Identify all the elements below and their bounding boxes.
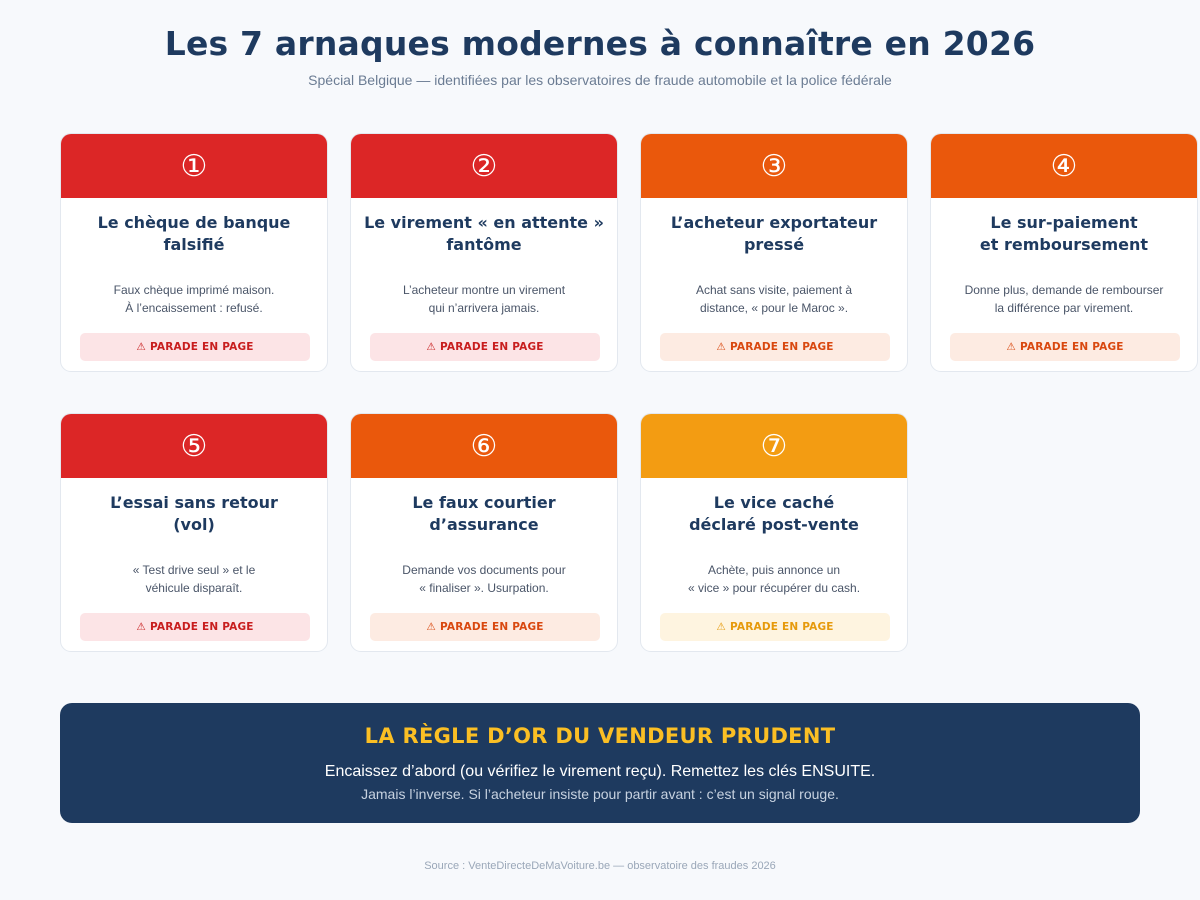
parade-en-page-button[interactable] xyxy=(950,333,1180,361)
scam-card-number: ① xyxy=(61,134,327,198)
scam-card xyxy=(350,133,618,372)
scam-card-number: ④ xyxy=(931,134,1197,198)
page-title: Les 7 arnaques modernes à connaître en 2026 xyxy=(164,24,1036,63)
scam-card-title: L’essai sans retour (vol) xyxy=(110,493,278,534)
scam-card-description: Faux chèque imprimé maison. À l’encaissement : refusé. xyxy=(113,283,275,315)
parade-label: PARADE EN PAGE xyxy=(1019,341,1124,353)
parade-label: PARADE EN PAGE xyxy=(149,621,254,633)
golden-rule-main-text: Encaissez d’abord (ou vérifiez le virement reçu). Remettez les clés ENSUITE. xyxy=(324,763,876,780)
warning-icon: ⚠ xyxy=(716,341,726,353)
scam-card xyxy=(930,133,1198,372)
scam-card-number: ② xyxy=(351,134,617,198)
warning-icon: ⚠ xyxy=(426,341,436,353)
scam-card xyxy=(640,413,908,652)
scam-card-title: Le vice caché déclaré post-vente xyxy=(689,493,859,534)
scam-card-number: ⑦ xyxy=(641,414,907,478)
warning-icon: ⚠ xyxy=(1006,341,1016,353)
parade-en-page-button[interactable] xyxy=(660,333,890,361)
scam-card xyxy=(640,133,908,372)
scam-card-description: Achète, puis annonce un « vice » pour récupérer du cash. xyxy=(687,563,861,595)
warning-icon: ⚠ xyxy=(716,621,726,633)
golden-rule-box xyxy=(60,703,1140,823)
parade-label: PARADE EN PAGE xyxy=(439,341,544,353)
parade-label: PARADE EN PAGE xyxy=(729,341,834,353)
scam-card-description: Donne plus, demande de rembourser la différence par virement. xyxy=(964,283,1164,315)
parade-en-page-button[interactable] xyxy=(370,613,600,641)
parade-en-page-button[interactable] xyxy=(660,613,890,641)
scam-card-description: L’acheteur montre un virement qui n’arrivera jamais. xyxy=(402,283,566,315)
scam-card xyxy=(350,413,618,652)
page-subtitle: Spécial Belgique — identifiées par les observatoires de fraude automobile et la police fédérale xyxy=(308,72,892,88)
scam-card-title: Le sur-paiement et remboursement xyxy=(979,213,1149,254)
parade-label: PARADE EN PAGE xyxy=(149,341,254,353)
scam-card xyxy=(60,133,328,372)
scam-card-number: ③ xyxy=(641,134,907,198)
warning-icon: ⚠ xyxy=(136,341,146,353)
parade-label: PARADE EN PAGE xyxy=(439,621,544,633)
scam-card-title: Le chèque de banque falsifié xyxy=(97,213,291,254)
scam-card-description: « Test drive seul » et le véhicule disparaît. xyxy=(132,563,256,595)
scam-card-description: Achat sans visite, paiement à distance, « pour le Maroc ». xyxy=(695,283,853,315)
parade-label: PARADE EN PAGE xyxy=(729,621,834,633)
scam-card-title: L’acheteur exportateur pressé xyxy=(670,213,878,254)
scam-card-number: ⑥ xyxy=(351,414,617,478)
scam-card-number: ⑤ xyxy=(61,414,327,478)
golden-rule-title: LA RÈGLE D’OR DU VENDEUR PRUDENT xyxy=(364,724,836,748)
scam-card xyxy=(60,413,328,652)
scam-card-title: Le virement « en attente » fantôme xyxy=(364,213,604,254)
parade-en-page-button[interactable] xyxy=(370,333,600,361)
parade-en-page-button[interactable] xyxy=(80,333,310,361)
source-footer: Source : VenteDirecteDeMaVoiture.be — observatoire des fraudes 2026 xyxy=(424,860,776,872)
warning-icon: ⚠ xyxy=(136,621,146,633)
scam-card-title: Le faux courtier d’assurance xyxy=(412,493,556,534)
parade-en-page-button[interactable] xyxy=(80,613,310,641)
warning-icon: ⚠ xyxy=(426,621,436,633)
golden-rule-secondary-text: Jamais l’inverse. Si l’acheteur insiste pour partir avant : c’est un signal rouge. xyxy=(361,786,839,802)
scam-card-description: Demande vos documents pour « finaliser ». Usurpation. xyxy=(402,563,566,595)
